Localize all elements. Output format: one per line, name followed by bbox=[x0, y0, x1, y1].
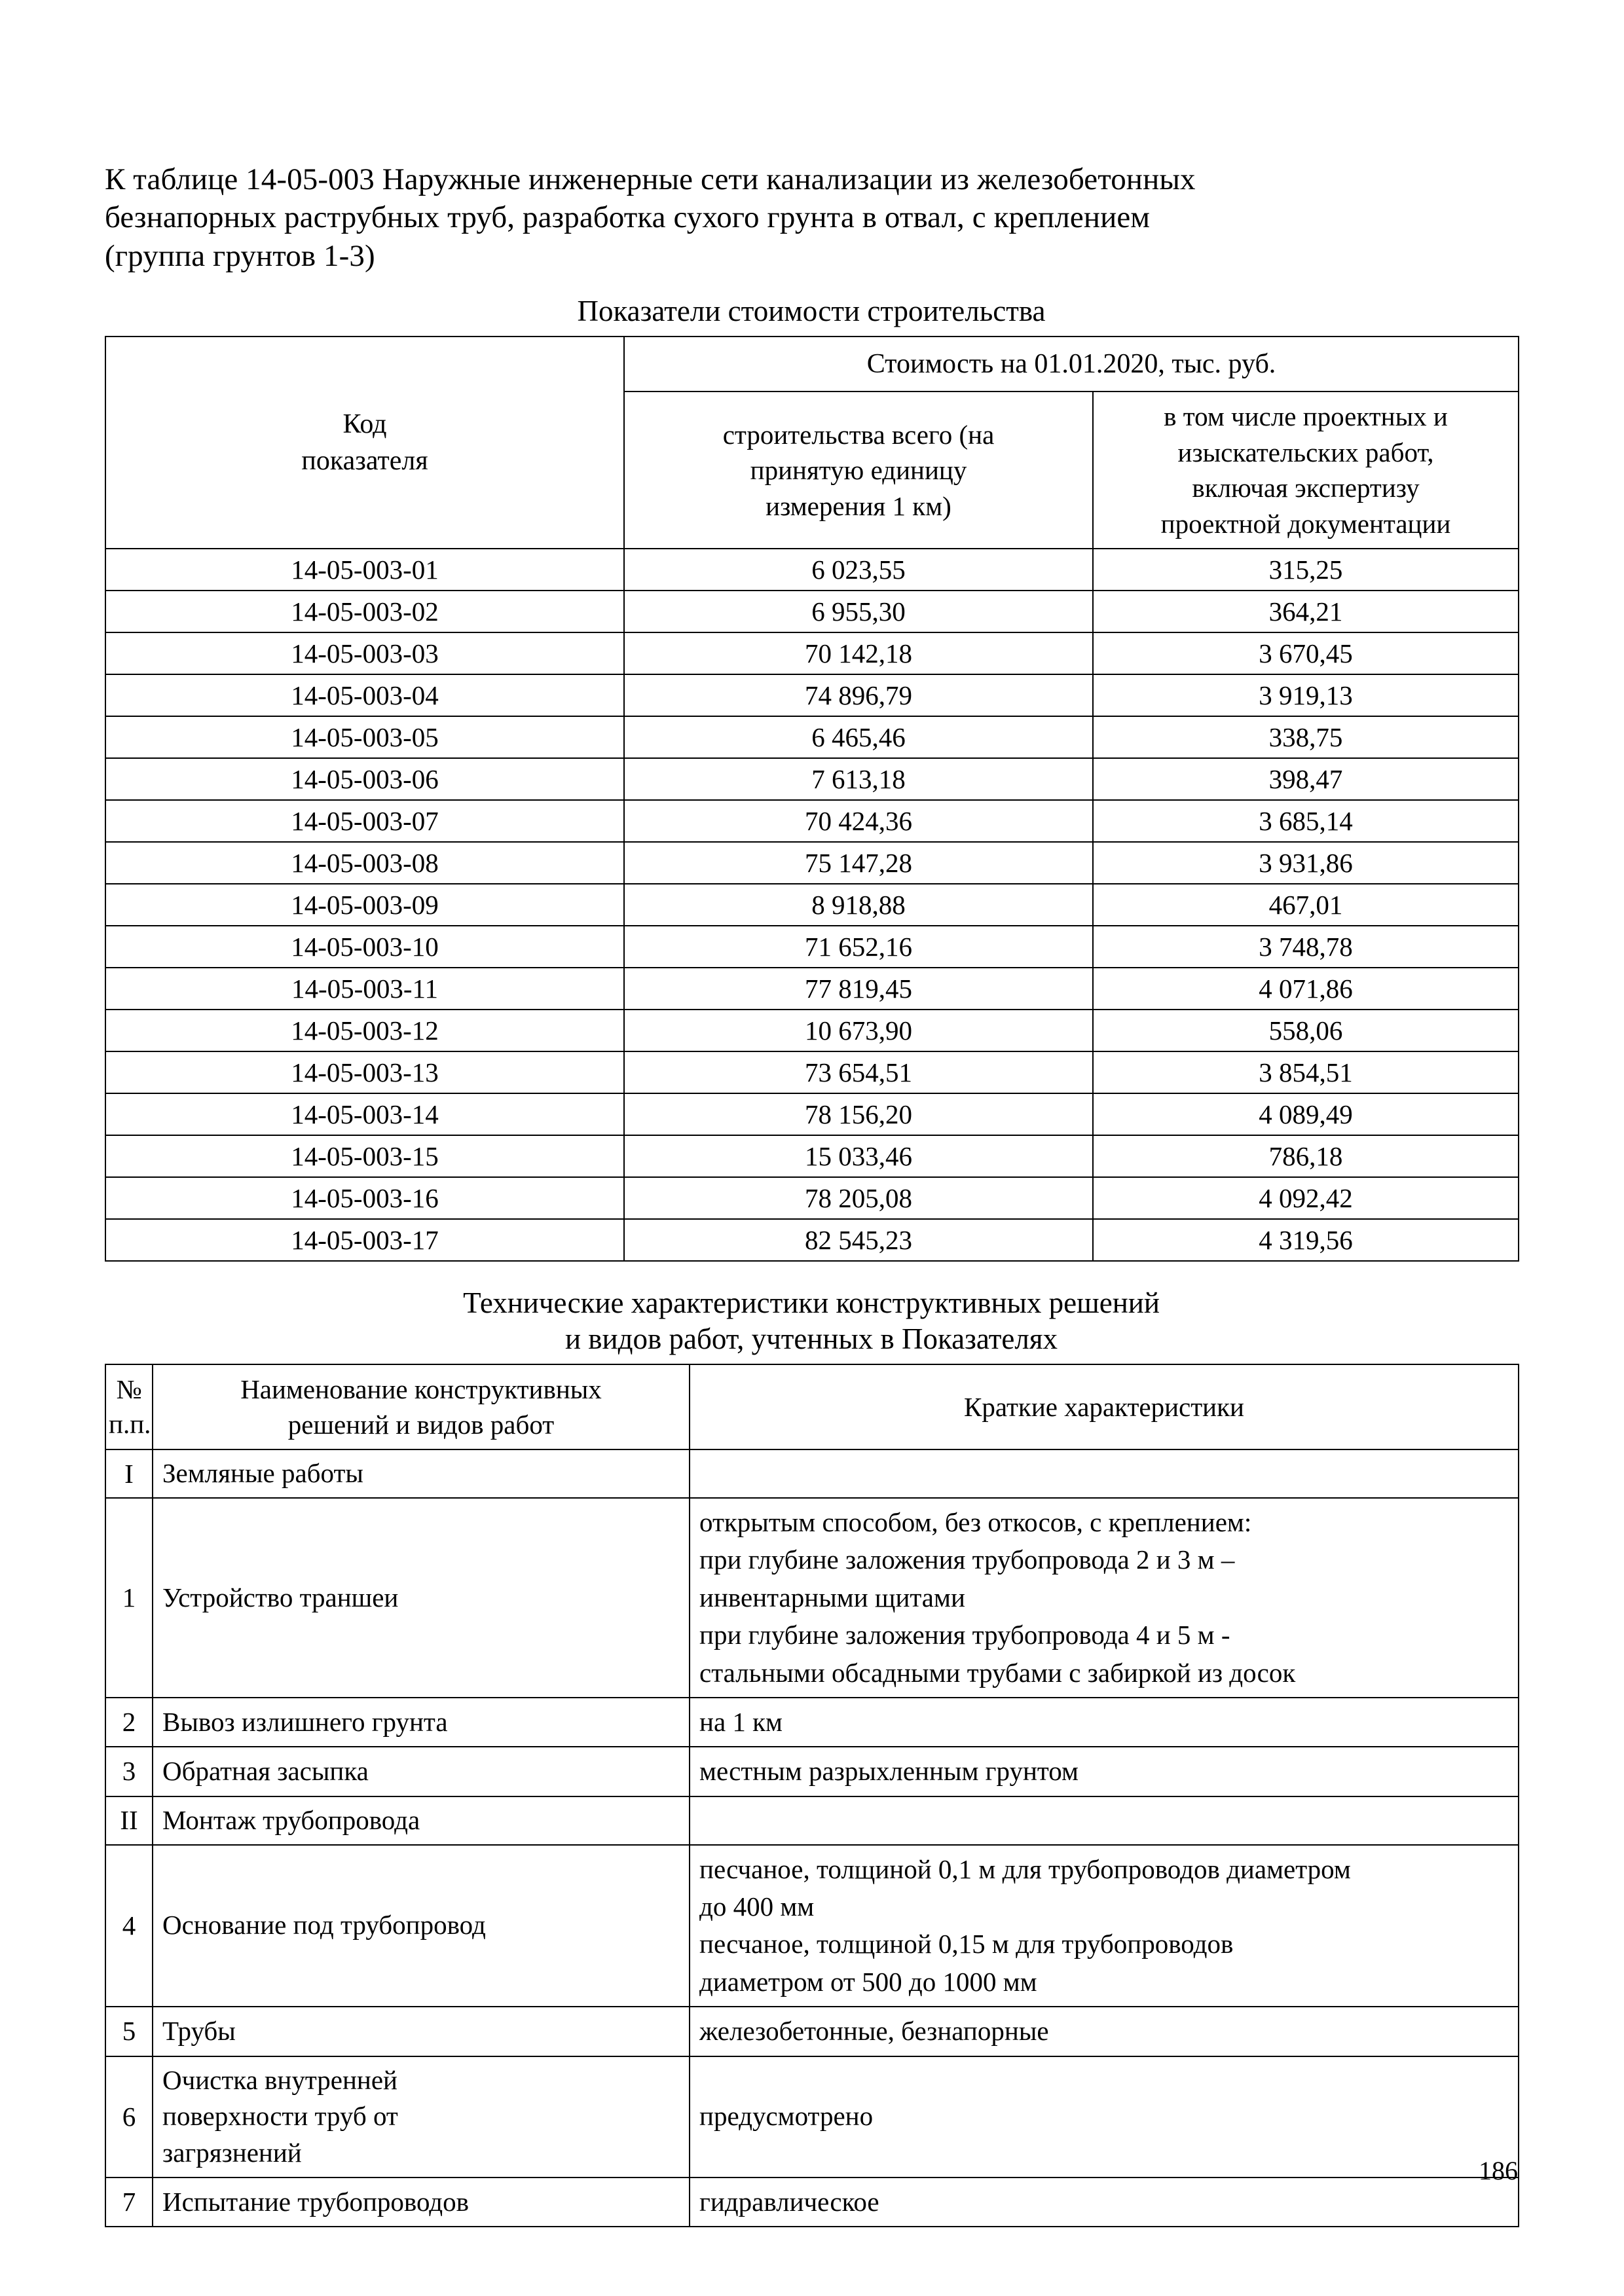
cell-short-characteristics-line: гидравлическое bbox=[699, 2186, 879, 2217]
cell-short-characteristics-line: инвентарными щитами bbox=[699, 1582, 965, 1613]
cell-design-cost: 3 748,78 bbox=[1093, 926, 1519, 968]
cell-design-cost: 4 092,42 bbox=[1093, 1177, 1519, 1219]
cell-row-number: 7 bbox=[105, 2178, 153, 2227]
cell-work-name-line: Очистка внутренней bbox=[162, 2064, 397, 2095]
cell-work-name bbox=[153, 1747, 690, 1796]
table-row bbox=[105, 2007, 1519, 2056]
caption-spacer bbox=[105, 1262, 1518, 1281]
column-header-number-line-2: п.п. bbox=[109, 1409, 151, 1440]
table-row bbox=[105, 1177, 1519, 1219]
cell-work-name-line: Обратная засыпка bbox=[162, 1756, 369, 1787]
column-header-total-line-1: строительства всего (на bbox=[722, 419, 995, 450]
cell-design-cost: 786,18 bbox=[1093, 1135, 1519, 1177]
column-header-design-line-1: в том числе проектных и bbox=[1164, 401, 1448, 432]
cell-work-name bbox=[153, 1698, 690, 1747]
cell-total-cost: 10 673,90 bbox=[624, 1010, 1093, 1051]
table-row bbox=[105, 884, 1519, 926]
cell-row-number: I bbox=[105, 1449, 153, 1498]
cell-code: 14-05-003-08 bbox=[105, 842, 624, 884]
page-number: 186 bbox=[1479, 2156, 1518, 2185]
cell-short-characteristics bbox=[690, 1796, 1519, 1845]
cell-short-characteristics-line: стальными обсадными трубами с забиркой из досок bbox=[699, 1657, 1296, 1688]
cell-design-cost: 3 670,45 bbox=[1093, 632, 1519, 674]
cell-code: 14-05-003-09 bbox=[105, 884, 624, 926]
cost-table-body bbox=[105, 549, 1519, 1261]
cell-design-cost: 4 089,49 bbox=[1093, 1093, 1519, 1135]
column-header-total-line-2: принятую единицу bbox=[750, 455, 967, 486]
cell-work-name-line: Устройство траншеи bbox=[162, 1582, 399, 1613]
table-row bbox=[105, 632, 1519, 674]
cost-table-head bbox=[105, 337, 1519, 549]
cell-design-cost: 398,47 bbox=[1093, 758, 1519, 800]
cell-design-cost: 558,06 bbox=[1093, 1010, 1519, 1051]
table-row bbox=[105, 800, 1519, 842]
cell-work-name bbox=[153, 1498, 690, 1698]
cell-code: 14-05-003-14 bbox=[105, 1093, 624, 1135]
cell-short-characteristics bbox=[690, 1845, 1519, 2007]
table-row bbox=[105, 1449, 1519, 1498]
table-row bbox=[105, 1698, 1519, 1747]
table-row bbox=[105, 1093, 1519, 1135]
column-header-number-line-1: № bbox=[116, 1374, 142, 1404]
cell-short-characteristics-line: местным разрыхленным грунтом bbox=[699, 1756, 1079, 1787]
cell-code: 14-05-003-07 bbox=[105, 800, 624, 842]
cell-code: 14-05-003-02 bbox=[105, 591, 624, 632]
cell-work-name bbox=[153, 1449, 690, 1498]
cell-design-cost: 3 919,13 bbox=[1093, 674, 1519, 716]
page-title-line-3: (группа грунтов 1-3) bbox=[105, 238, 375, 273]
cell-work-name-line: загрязнений bbox=[162, 2138, 302, 2168]
cell-design-cost: 467,01 bbox=[1093, 884, 1519, 926]
column-header-code-line-2: показателя bbox=[301, 446, 428, 477]
cell-code: 14-05-003-05 bbox=[105, 716, 624, 758]
table-row bbox=[105, 926, 1519, 968]
table-row bbox=[105, 1135, 1519, 1177]
cell-work-name-line: поверхности труб от bbox=[162, 2101, 398, 2132]
cell-total-cost: 15 033,46 bbox=[624, 1135, 1093, 1177]
cell-total-cost: 73 654,51 bbox=[624, 1051, 1093, 1093]
cell-design-cost: 315,25 bbox=[1093, 549, 1519, 591]
cell-total-cost: 7 613,18 bbox=[624, 758, 1093, 800]
cell-total-cost: 78 156,20 bbox=[624, 1093, 1093, 1135]
cell-short-characteristics-line: диаметром от 500 до 1000 мм bbox=[699, 1966, 1037, 1997]
tech-table-caption bbox=[105, 1281, 1518, 1364]
cell-code: 14-05-003-10 bbox=[105, 926, 624, 968]
table-row bbox=[105, 2056, 1519, 2178]
table-row bbox=[105, 674, 1519, 716]
cell-total-cost: 70 142,18 bbox=[624, 632, 1093, 674]
cell-row-number: 6 bbox=[105, 2056, 153, 2178]
cell-code: 14-05-003-16 bbox=[105, 1177, 624, 1219]
tech-table-caption-line-1: Технические характеристики конструктивных решений bbox=[463, 1286, 1160, 1320]
column-header-work-name-line-1: Наименование конструктивных bbox=[240, 1374, 602, 1405]
table-row bbox=[105, 549, 1519, 591]
page-title-line-1: К таблице 14-05-003 Наружные инженерные сети канализации из железобетонных bbox=[105, 162, 1196, 196]
cell-total-cost: 75 147,28 bbox=[624, 842, 1093, 884]
cell-short-characteristics-line: до 400 мм bbox=[699, 1891, 815, 1922]
cell-short-characteristics bbox=[690, 1747, 1519, 1796]
cell-short-characteristics bbox=[690, 1449, 1519, 1498]
cell-code: 14-05-003-06 bbox=[105, 758, 624, 800]
cell-short-characteristics-line: железобетонные, безнапорные bbox=[699, 2016, 1049, 2047]
cell-code: 14-05-003-15 bbox=[105, 1135, 624, 1177]
table-row bbox=[105, 1219, 1519, 1261]
tech-table-caption-line-2: и видов работ, учтенных в Показателях bbox=[564, 1322, 1058, 1356]
cell-total-cost: 8 918,88 bbox=[624, 884, 1093, 926]
cell-total-cost: 70 424,36 bbox=[624, 800, 1093, 842]
page-title bbox=[105, 160, 1518, 275]
cell-row-number: 4 bbox=[105, 1845, 153, 2007]
cell-short-characteristics-line: предусмотрено bbox=[699, 2101, 874, 2132]
tech-table-body bbox=[105, 1449, 1519, 2227]
cell-code: 14-05-003-17 bbox=[105, 1219, 624, 1261]
column-header-design-line-3: включая экспертизу bbox=[1192, 473, 1420, 503]
cell-work-name-line: Вывоз излишнего грунта bbox=[162, 1706, 448, 1737]
cell-short-characteristics bbox=[690, 2178, 1519, 2227]
cell-code: 14-05-003-12 bbox=[105, 1010, 624, 1051]
column-header-design-line-4: проектной документации bbox=[1160, 508, 1451, 539]
cell-short-characteristics bbox=[690, 2007, 1519, 2056]
page-content bbox=[105, 160, 1518, 2227]
cell-code: 14-05-003-13 bbox=[105, 1051, 624, 1093]
cell-total-cost: 78 205,08 bbox=[624, 1177, 1093, 1219]
cell-total-cost: 77 819,45 bbox=[624, 968, 1093, 1010]
cell-short-characteristics bbox=[690, 1698, 1519, 1747]
cell-work-name bbox=[153, 1845, 690, 2007]
cell-work-name-line: Трубы bbox=[162, 2015, 236, 2046]
column-header-work-name bbox=[153, 1364, 690, 1449]
cell-work-name-line: Земляные работы bbox=[162, 1458, 363, 1489]
column-header-design-line-2: изыскательских работ, bbox=[1177, 437, 1434, 467]
column-header-design bbox=[1093, 392, 1519, 549]
column-header-number bbox=[105, 1364, 153, 1449]
column-header-code-line-1: Код bbox=[342, 409, 387, 439]
cost-table-caption bbox=[105, 289, 1518, 336]
column-header-total-line-3: измерения 1 км) bbox=[766, 490, 951, 521]
technical-characteristics-table bbox=[105, 1364, 1519, 2227]
cost-table-header-row-1 bbox=[105, 337, 1519, 392]
table-row bbox=[105, 1845, 1519, 2007]
cell-short-characteristics bbox=[690, 1498, 1519, 1698]
cell-row-number: 2 bbox=[105, 1698, 153, 1747]
cell-code: 14-05-003-03 bbox=[105, 632, 624, 674]
cell-work-name-line: Основание под трубопровод bbox=[162, 1910, 486, 1941]
cell-design-cost: 4 071,86 bbox=[1093, 968, 1519, 1010]
table-row bbox=[105, 1051, 1519, 1093]
cell-design-cost: 3 685,14 bbox=[1093, 800, 1519, 842]
cost-indicators-table bbox=[105, 336, 1519, 1262]
cost-table-caption-text: Показатели стоимости строительства bbox=[577, 294, 1046, 327]
table-row bbox=[105, 1498, 1519, 1698]
table-row bbox=[105, 1010, 1519, 1051]
table-row bbox=[105, 968, 1519, 1010]
cell-total-cost: 6 955,30 bbox=[624, 591, 1093, 632]
cell-code: 14-05-003-01 bbox=[105, 549, 624, 591]
cell-total-cost: 6 023,55 bbox=[624, 549, 1093, 591]
cell-work-name bbox=[153, 1796, 690, 1845]
cell-design-cost: 4 319,56 bbox=[1093, 1219, 1519, 1261]
column-header-total bbox=[624, 392, 1093, 549]
cell-short-characteristics-line: песчаное, толщиной 0,1 м для трубопроводов диаметром bbox=[699, 1853, 1351, 1884]
tech-table-header-row bbox=[105, 1364, 1519, 1449]
cell-short-characteristics-line: при глубине заложения трубопровода 4 и 5 м - bbox=[699, 1620, 1230, 1650]
cell-work-name-line: Монтаж трубопровода bbox=[162, 1804, 420, 1835]
cell-design-cost: 3 854,51 bbox=[1093, 1051, 1519, 1093]
cell-design-cost: 3 931,86 bbox=[1093, 842, 1519, 884]
cell-total-cost: 71 652,16 bbox=[624, 926, 1093, 968]
cell-total-cost: 6 465,46 bbox=[624, 716, 1093, 758]
cell-row-number: 1 bbox=[105, 1498, 153, 1698]
cell-row-number: 5 bbox=[105, 2007, 153, 2056]
column-header-short-characteristics: Краткие характеристики bbox=[690, 1364, 1519, 1449]
cell-total-cost: 82 545,23 bbox=[624, 1219, 1093, 1261]
cell-short-characteristics-line: на 1 км bbox=[699, 1707, 783, 1738]
column-header-code bbox=[105, 337, 624, 549]
table-row bbox=[105, 758, 1519, 800]
cell-total-cost: 74 896,79 bbox=[624, 674, 1093, 716]
table-row bbox=[105, 842, 1519, 884]
table-row bbox=[105, 1796, 1519, 1845]
cell-code: 14-05-003-04 bbox=[105, 674, 624, 716]
cell-short-characteristics bbox=[690, 2056, 1519, 2178]
cell-work-name bbox=[153, 2056, 690, 2178]
column-header-cost-span: Стоимость на 01.01.2020, тыс. руб. bbox=[624, 337, 1519, 392]
table-row bbox=[105, 591, 1519, 632]
cell-short-characteristics-line: при глубине заложения трубопровода 2 и 3 м – bbox=[699, 1544, 1235, 1575]
cell-work-name bbox=[153, 2178, 690, 2227]
table-row bbox=[105, 716, 1519, 758]
cell-design-cost: 338,75 bbox=[1093, 716, 1519, 758]
table-row bbox=[105, 2178, 1519, 2227]
cell-work-name bbox=[153, 2007, 690, 2056]
table-row bbox=[105, 1747, 1519, 1796]
cell-work-name-line: Испытание трубопроводов bbox=[162, 2186, 469, 2217]
cell-row-number: 3 bbox=[105, 1747, 153, 1796]
cell-row-number: II bbox=[105, 1796, 153, 1845]
cell-short-characteristics-line: песчаное, толщиной 0,15 м для трубопроводов bbox=[699, 1929, 1234, 1959]
cell-design-cost: 364,21 bbox=[1093, 591, 1519, 632]
cell-code: 14-05-003-11 bbox=[105, 968, 624, 1010]
tech-table-head bbox=[105, 1364, 1519, 1449]
column-header-work-name-line-2: решений и видов работ bbox=[287, 1410, 555, 1440]
page-title-line-2: безнапорных раструбных труб, разработка сухого грунта в отвал, с креплением bbox=[105, 200, 1151, 235]
cell-short-characteristics-line: открытым способом, без откосов, с креплением: bbox=[699, 1507, 1252, 1538]
